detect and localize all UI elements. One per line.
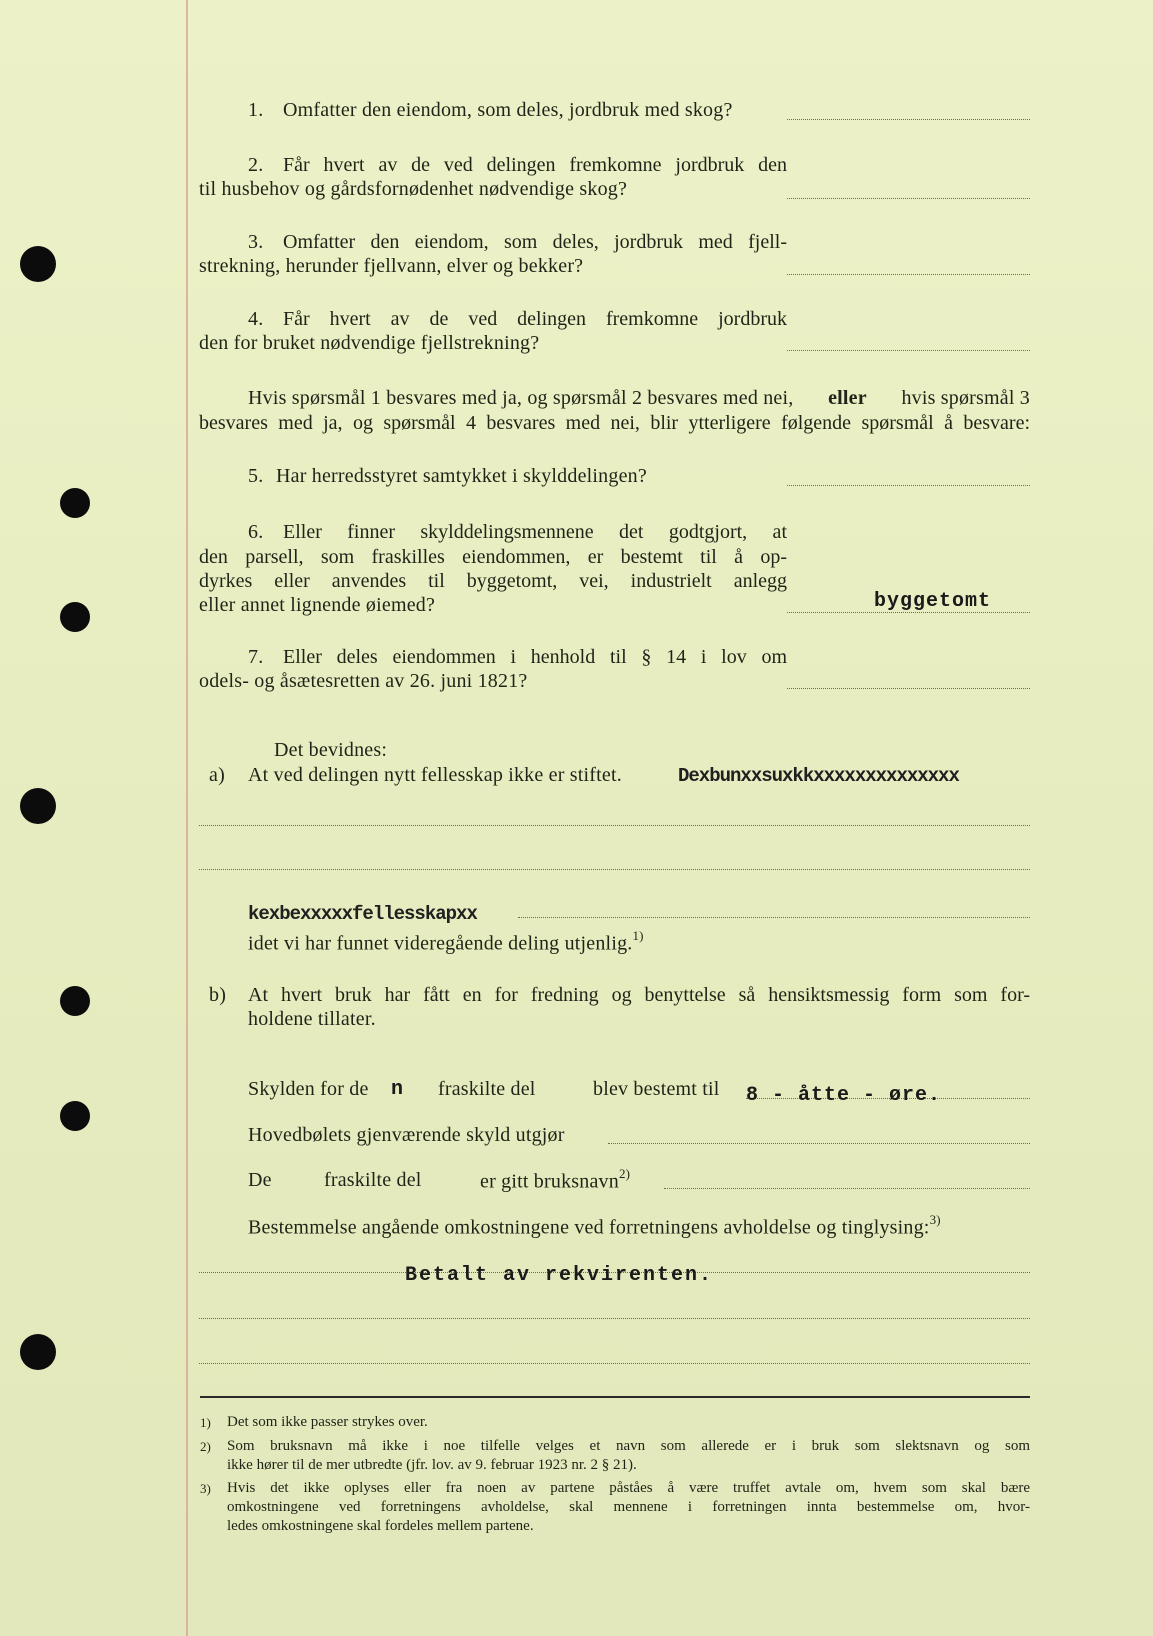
struck-text-a: Dexbunxxsuxkkxxxxxxxxxxxxxx: [678, 765, 959, 787]
question-2-number: 2.: [248, 154, 264, 176]
footnote-ref-3: 3): [929, 1212, 941, 1227]
footnote-2-line-2: ikke hører til de mer utbredte (jfr. lov. av 9. februar 1923 nr. 2 § 21).: [227, 1457, 637, 1473]
skyld-handwritten-n: n: [391, 1078, 405, 1101]
blank-line-a1: [199, 825, 1030, 826]
footnote-ref-2: 2): [618, 1166, 631, 1181]
question-7-number: 7.: [248, 646, 264, 668]
blank-line-a3: [518, 917, 1030, 918]
question-5-number: 5.: [248, 465, 264, 487]
conditional-start: Hvis spørsmål 1 besvares med ja, og spørsmål 2 besvares med nei,: [248, 387, 794, 409]
blank-line-a2: [199, 869, 1030, 870]
question-6-line-4: eller annet lignende øiemed?: [199, 594, 436, 616]
punch-hole: [60, 488, 90, 518]
footnote-3-mark: 3): [200, 1481, 211, 1496]
question-6-line-1: Eller finner skylddelingsmennene det godtgjort, at: [283, 521, 787, 543]
punch-hole: [20, 246, 56, 282]
margin-line: [186, 0, 188, 1636]
question-4-line-2: den for bruket nødvendige fjellstrekning?: [199, 332, 540, 354]
question-6-line-2: den parsell, som fraskilles eiendommen, er bestemt til å op-: [199, 546, 787, 568]
question-3-line-1: Omfatter den eiendom, som deles, jordbruk med fjell-: [283, 231, 787, 253]
question-2-line-2: til husbehov og gårdsfornødenhet nødvendige skog?: [199, 178, 628, 200]
bestemmelse-line-3: [199, 1363, 1030, 1364]
continuation-text: idet vi har funnet videregående deling utjenlig.: [248, 932, 633, 955]
question-7-line-1: Eller deles eiendommen i henhold til § 14 i lov om: [283, 646, 787, 668]
footnote-ref-1: 1): [632, 928, 644, 943]
punch-hole: [20, 788, 56, 824]
certification-heading: Det bevidnes:: [274, 739, 388, 761]
skyld-label-1: Skylden for de: [248, 1078, 369, 1100]
footnote-2-mark: 2): [200, 1439, 211, 1454]
bestemmelse-line-2: [199, 1318, 1030, 1319]
struck-text-line-2: kexbexxxxxfellesskapxx: [248, 903, 477, 925]
footnote-3-line-1: Hvis det ikke oplyses eller fra noen av partene påståes å være truffet avtale om, hvem som skal bære: [227, 1480, 1030, 1496]
bruksnavn-text: er gitt bruksnavn: [480, 1170, 619, 1193]
footnote-rule: [200, 1396, 1030, 1398]
conditional-end: hvis spørsmål 3: [901, 387, 1030, 409]
conditional-text-line-2: besvares med ja, og spørsmål 4 besvares med nei, blir ytterligere følgende spørsmål å besvare:: [199, 412, 1030, 434]
question-1-text: Omfatter den eiendom, som deles, jordbruk med skog?: [283, 99, 733, 121]
answer-line-1: [787, 119, 1030, 120]
punch-hole: [60, 986, 90, 1016]
hovedbol-value-line: [608, 1143, 1030, 1144]
answer-line-4: [787, 350, 1030, 351]
bruksnavn-label-2: fraskilte del: [324, 1169, 422, 1191]
certification-b-line-1: At hvert bruk har fått en for fredning og benyttelse så hensiktsmessig form som for-: [248, 984, 1030, 1006]
bestemmelse-text: Bestemmelse angående omkostningene ved forretningens avholdelse og tinglysing:: [248, 1216, 930, 1239]
bruksnavn-label-1: De: [248, 1169, 272, 1191]
footnote-2-line-1: Som bruksnavn må ikke i noe tilfelle velges et navn som allerede er i bruk som slektsnavn og som: [227, 1438, 1030, 1454]
skyld-label-2: fraskilte del: [438, 1078, 536, 1100]
bruksnavn-value-line: [664, 1188, 1030, 1189]
footnote-1-text: Det som ikke passer strykes over.: [227, 1414, 428, 1430]
question-3-number: 3.: [248, 231, 264, 253]
bestemmelse-label: [248, 1214, 941, 1240]
question-4-number: 4.: [248, 308, 264, 330]
answer-line-5: [787, 485, 1030, 486]
certification-a-text: At ved delingen nytt fellesskap ikke er stiftet.: [248, 764, 622, 786]
answer-line-2: [787, 198, 1030, 199]
bestemmelse-value: Betalt av rekvirenten.: [405, 1264, 714, 1287]
punch-hole: [20, 1334, 56, 1370]
answer-line-3: [787, 274, 1030, 275]
question-4-line-1: Får hvert av de ved delingen fremkomne jordbruk: [283, 308, 787, 330]
skyld-label-3: blev bestemt til: [593, 1078, 720, 1100]
question-2-line-1: Får hvert av de ved delingen fremkomne jordbruk den: [283, 154, 787, 176]
question-1-number: 1.: [248, 99, 264, 121]
punch-hole: [60, 602, 90, 632]
question-3-line-2: strekning, herunder fjellvann, elver og bekker?: [199, 255, 584, 277]
question-5-text: Har herredsstyret samtykket i skylddelingen?: [276, 465, 647, 487]
conditional-text-line-1: [248, 386, 1030, 410]
hovedbol-label: Hovedbølets gjenværende skyld utgjør: [248, 1124, 565, 1146]
certification-b-line-2: holdene tillater.: [248, 1008, 376, 1030]
question-6-number: 6.: [248, 521, 264, 543]
skyld-value: 8 - åtte - øre.: [746, 1084, 942, 1107]
footnote-1-mark: 1): [200, 1415, 211, 1430]
footnote-3-line-3: ledes omkostningene skal fordeles mellem partene.: [227, 1518, 534, 1534]
footnote-3-line-2: omkostningene ved forretningens avholdelse, skal mennene i forretningen innta bestemmelse om, hvor-: [227, 1499, 1030, 1515]
punch-hole: [60, 1101, 90, 1131]
certification-b-label: b): [209, 984, 227, 1006]
answer-line-7: [787, 688, 1030, 689]
bruksnavn-label-3: [480, 1168, 630, 1194]
question-6-line-3: dyrkes eller anvendes til byggetomt, vei, industrielt anlegg: [199, 570, 787, 592]
certification-a-label: a): [209, 764, 225, 786]
question-7-line-2: odels- og åsætesretten av 26. juni 1821?: [199, 670, 528, 692]
certification-a-continuation: [248, 930, 644, 956]
answer-6-value: byggetomt: [874, 590, 992, 613]
conditional-bold: eller: [828, 387, 867, 409]
